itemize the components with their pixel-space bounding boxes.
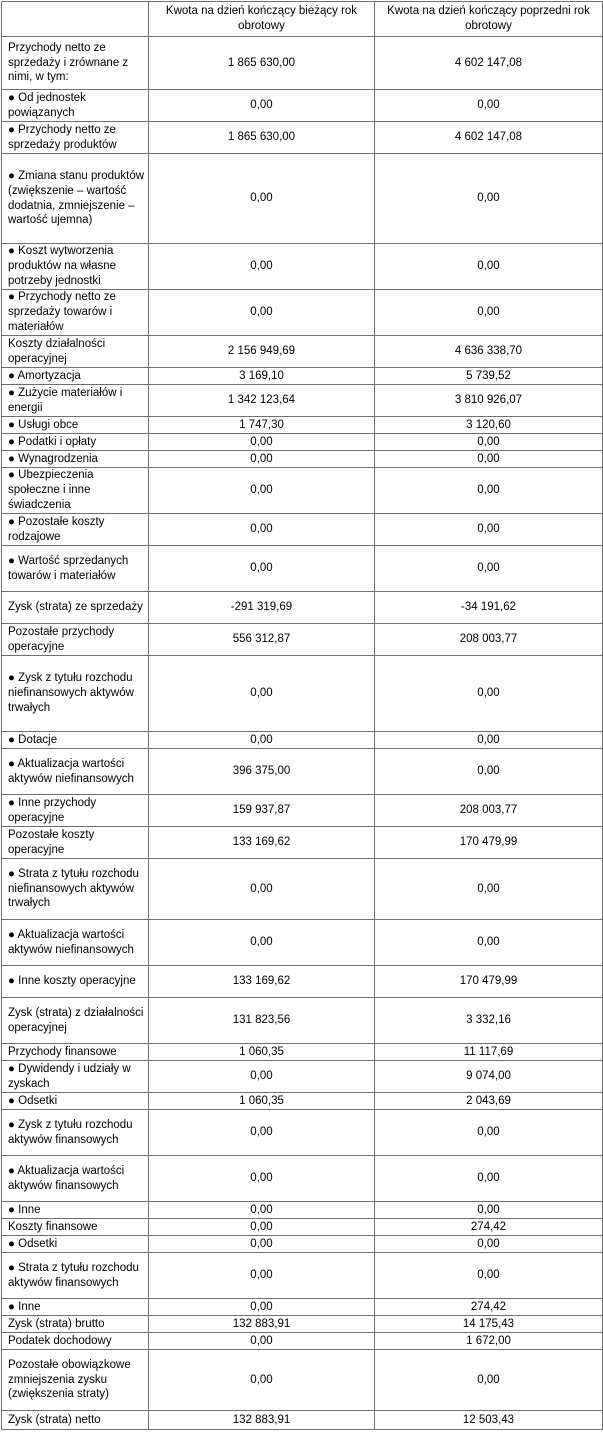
current-year-value: 132 883,91 [149,1411,375,1430]
table-row [2,37,603,90]
row-label: ● Aktualizacja wartości aktywów finansowych [2,1156,149,1202]
current-year-value: 133 169,62 [149,827,375,859]
previous-year-value: 0,00 [375,920,603,966]
table-row [2,290,603,336]
table-header-row [2,2,603,37]
row-label: Zysk (strata) z działalności operacyjnej [2,998,149,1044]
current-year-value: 0,00 [149,1156,375,1202]
row-label: ● Amortyzacja [2,368,149,385]
current-year-value: 0,00 [149,920,375,966]
previous-year-value: 4 636 338,70 [375,336,603,368]
current-year-value: 159 937,87 [149,795,375,827]
previous-year-value: 208 003,77 [375,795,603,827]
previous-year-value: 170 479,99 [375,827,603,859]
previous-year-value: -34 191,62 [375,592,603,624]
table-row [2,1236,603,1253]
current-year-value: 0,00 [149,1236,375,1253]
current-year-value: 556 312,87 [149,624,375,656]
row-label: ● Usługi obce [2,417,149,434]
current-year-value: 131 823,56 [149,998,375,1044]
previous-year-value: 2 043,69 [375,1093,603,1110]
previous-year-value: 0,00 [375,90,603,122]
current-year-value: 0,00 [149,859,375,920]
current-year-value: 0,00 [149,1253,375,1299]
financial-statement-table [1,1,603,1430]
current-year-value: 0,00 [149,656,375,732]
row-label: ● Zysk z tytułu rozchodu niefinansowych aktywów trwałych [2,656,149,732]
current-year-value: 0,00 [149,732,375,749]
row-label: ● Strata z tytułu rozchodu niefinansowych aktywów trwałych [2,859,149,920]
table-row [2,1316,603,1333]
row-label: ● Strata z tytułu rozchodu aktywów finansowych [2,1253,149,1299]
previous-year-value: 0,00 [375,154,603,244]
previous-year-value: 0,00 [375,1110,603,1156]
previous-year-value: 3 332,16 [375,998,603,1044]
row-label: Podatek dochodowy [2,1333,149,1350]
previous-year-value: 11 117,69 [375,1044,603,1061]
row-label: ● Podatki i opłaty [2,434,149,451]
previous-year-value: 3 810 926,07 [375,385,603,417]
table-row [2,966,603,998]
table-row [2,368,603,385]
previous-year-value: 0,00 [375,732,603,749]
current-year-value: 0,00 [149,1219,375,1236]
table-row [2,920,603,966]
table-row [2,385,603,417]
current-year-value: 0,00 [149,1110,375,1156]
table-row [2,1061,603,1093]
table-row [2,624,603,656]
table-row [2,1202,603,1219]
table-row [2,1333,603,1350]
current-year-value: 1 747,30 [149,417,375,434]
current-year-value: 133 169,62 [149,966,375,998]
current-year-value: 1 342 123,64 [149,385,375,417]
table-row [2,795,603,827]
row-label: ● Inne koszty operacyjne [2,966,149,998]
previous-year-value: 0,00 [375,749,603,795]
row-label: ● Inne [2,1299,149,1316]
current-year-value: 0,00 [149,546,375,592]
table-row [2,1110,603,1156]
previous-year-value: 1 672,00 [375,1333,603,1350]
table-row [2,1350,603,1411]
current-year-value: 0,00 [149,1061,375,1093]
table-row [2,827,603,859]
previous-year-value: 5 739,52 [375,368,603,385]
current-year-value: 2 156 949,69 [149,336,375,368]
row-label: Zysk (strata) ze sprzedaży [2,592,149,624]
row-label: Pozostałe obowiązkowe zmniejszenia zysku (zwiększenia straty) [2,1350,149,1411]
previous-year-value: 0,00 [375,656,603,732]
previous-year-value: 14 175,43 [375,1316,603,1333]
row-label: Koszty działalności operacyjnej [2,336,149,368]
table-row [2,998,603,1044]
table-row [2,1156,603,1202]
table-row [2,154,603,244]
current-year-value: 0,00 [149,434,375,451]
table-row [2,434,603,451]
row-label: ● Przychody netto ze sprzedaży produktów [2,122,149,154]
previous-year-value: 0,00 [375,290,603,336]
current-year-value: 0,00 [149,90,375,122]
table-row [2,122,603,154]
current-year-value: 0,00 [149,290,375,336]
row-label: ● Inne [2,1202,149,1219]
row-label: ● Odsetki [2,1093,149,1110]
row-label: ● Ubezpieczenia społeczne i inne świadczenia [2,468,149,514]
table-row [2,732,603,749]
current-year-value: 0,00 [149,154,375,244]
row-label: ● Zmiana stanu produktów (zwiększenie – wartość dodatnia, zmniejszenie – wartość ujemna) [2,154,149,244]
previous-year-value: 0,00 [375,859,603,920]
table-row [2,749,603,795]
previous-year-value: 208 003,77 [375,624,603,656]
row-label: ● Aktualizacja wartości aktywów niefinansowych [2,749,149,795]
row-label: ● Wartość sprzedanych towarów i materiałów [2,546,149,592]
table-row [2,1299,603,1316]
header-current-year: Kwota na dzień kończący bieżący rok obrotowy [149,2,375,37]
current-year-value: 1 060,35 [149,1093,375,1110]
row-label: Pozostałe przychody operacyjne [2,624,149,656]
previous-year-value: 0,00 [375,468,603,514]
current-year-value: 0,00 [149,514,375,546]
row-label: ● Koszt wytworzenia produktów na własne potrzeby jednostki [2,244,149,290]
row-label: Pozostałe koszty operacyjne [2,827,149,859]
current-year-value: 3 169,10 [149,368,375,385]
row-label: ● Dotacje [2,732,149,749]
table-row [2,451,603,468]
row-label: Zysk (strata) brutto [2,1316,149,1333]
row-label: ● Zużycie materiałów i energii [2,385,149,417]
current-year-value: 0,00 [149,1299,375,1316]
table-row [2,546,603,592]
table-row [2,244,603,290]
row-label: ● Wynagrodzenia [2,451,149,468]
previous-year-value: 0,00 [375,434,603,451]
current-year-value: 1 060,35 [149,1044,375,1061]
previous-year-value: 0,00 [375,244,603,290]
current-year-value: 0,00 [149,468,375,514]
current-year-value: 0,00 [149,1202,375,1219]
row-label: ● Odsetki [2,1236,149,1253]
previous-year-value: 0,00 [375,546,603,592]
current-year-value: 1 865 630,00 [149,37,375,90]
previous-year-value: 12 503,43 [375,1411,603,1430]
current-year-value: 0,00 [149,244,375,290]
table-row [2,1411,603,1430]
row-label: Przychody netto ze sprzedaży i zrównane z nimi, w tym: [2,37,149,90]
table-row [2,1253,603,1299]
previous-year-value: 0,00 [375,451,603,468]
current-year-value: 132 883,91 [149,1316,375,1333]
row-label: ● Dywidendy i udziały w zyskach [2,1061,149,1093]
previous-year-value: 0,00 [375,1253,603,1299]
table-row [2,1219,603,1236]
row-label: ● Przychody netto ze sprzedaży towarów i materiałów [2,290,149,336]
table-row [2,417,603,434]
current-year-value: 0,00 [149,451,375,468]
previous-year-value: 3 120,60 [375,417,603,434]
current-year-value: -291 319,69 [149,592,375,624]
current-year-value: 0,00 [149,1350,375,1411]
table-row [2,514,603,546]
table-row [2,1093,603,1110]
header-previous-year: Kwota na dzień kończący poprzedni rok obrotowy [375,2,603,37]
current-year-value: 1 865 630,00 [149,122,375,154]
previous-year-value: 4 602 147,08 [375,37,603,90]
previous-year-value: 0,00 [375,1236,603,1253]
row-label: ● Zysk z tytułu rozchodu aktywów finansowych [2,1110,149,1156]
row-label: Koszty finansowe [2,1219,149,1236]
row-label: ● Od jednostek powiązanych [2,90,149,122]
table-row [2,90,603,122]
table-row [2,656,603,732]
previous-year-value: 274,42 [375,1299,603,1316]
previous-year-value: 170 479,99 [375,966,603,998]
table-row [2,336,603,368]
row-label: Zysk (strata) netto [2,1411,149,1430]
table-row [2,859,603,920]
table-row [2,468,603,514]
row-label: Przychody finansowe [2,1044,149,1061]
previous-year-value: 0,00 [375,514,603,546]
previous-year-value: 0,00 [375,1156,603,1202]
previous-year-value: 274,42 [375,1219,603,1236]
previous-year-value: 0,00 [375,1350,603,1411]
row-label: ● Inne przychody operacyjne [2,795,149,827]
previous-year-value: 0,00 [375,1202,603,1219]
table-row [2,1044,603,1061]
current-year-value: 0,00 [149,1333,375,1350]
previous-year-value: 4 602 147,08 [375,122,603,154]
table-row [2,592,603,624]
previous-year-value: 9 074,00 [375,1061,603,1093]
header-label-column [2,2,149,37]
row-label: ● Pozostałe koszty rodzajowe [2,514,149,546]
current-year-value: 396 375,00 [149,749,375,795]
row-label: ● Aktualizacja wartości aktywów niefinansowych [2,920,149,966]
